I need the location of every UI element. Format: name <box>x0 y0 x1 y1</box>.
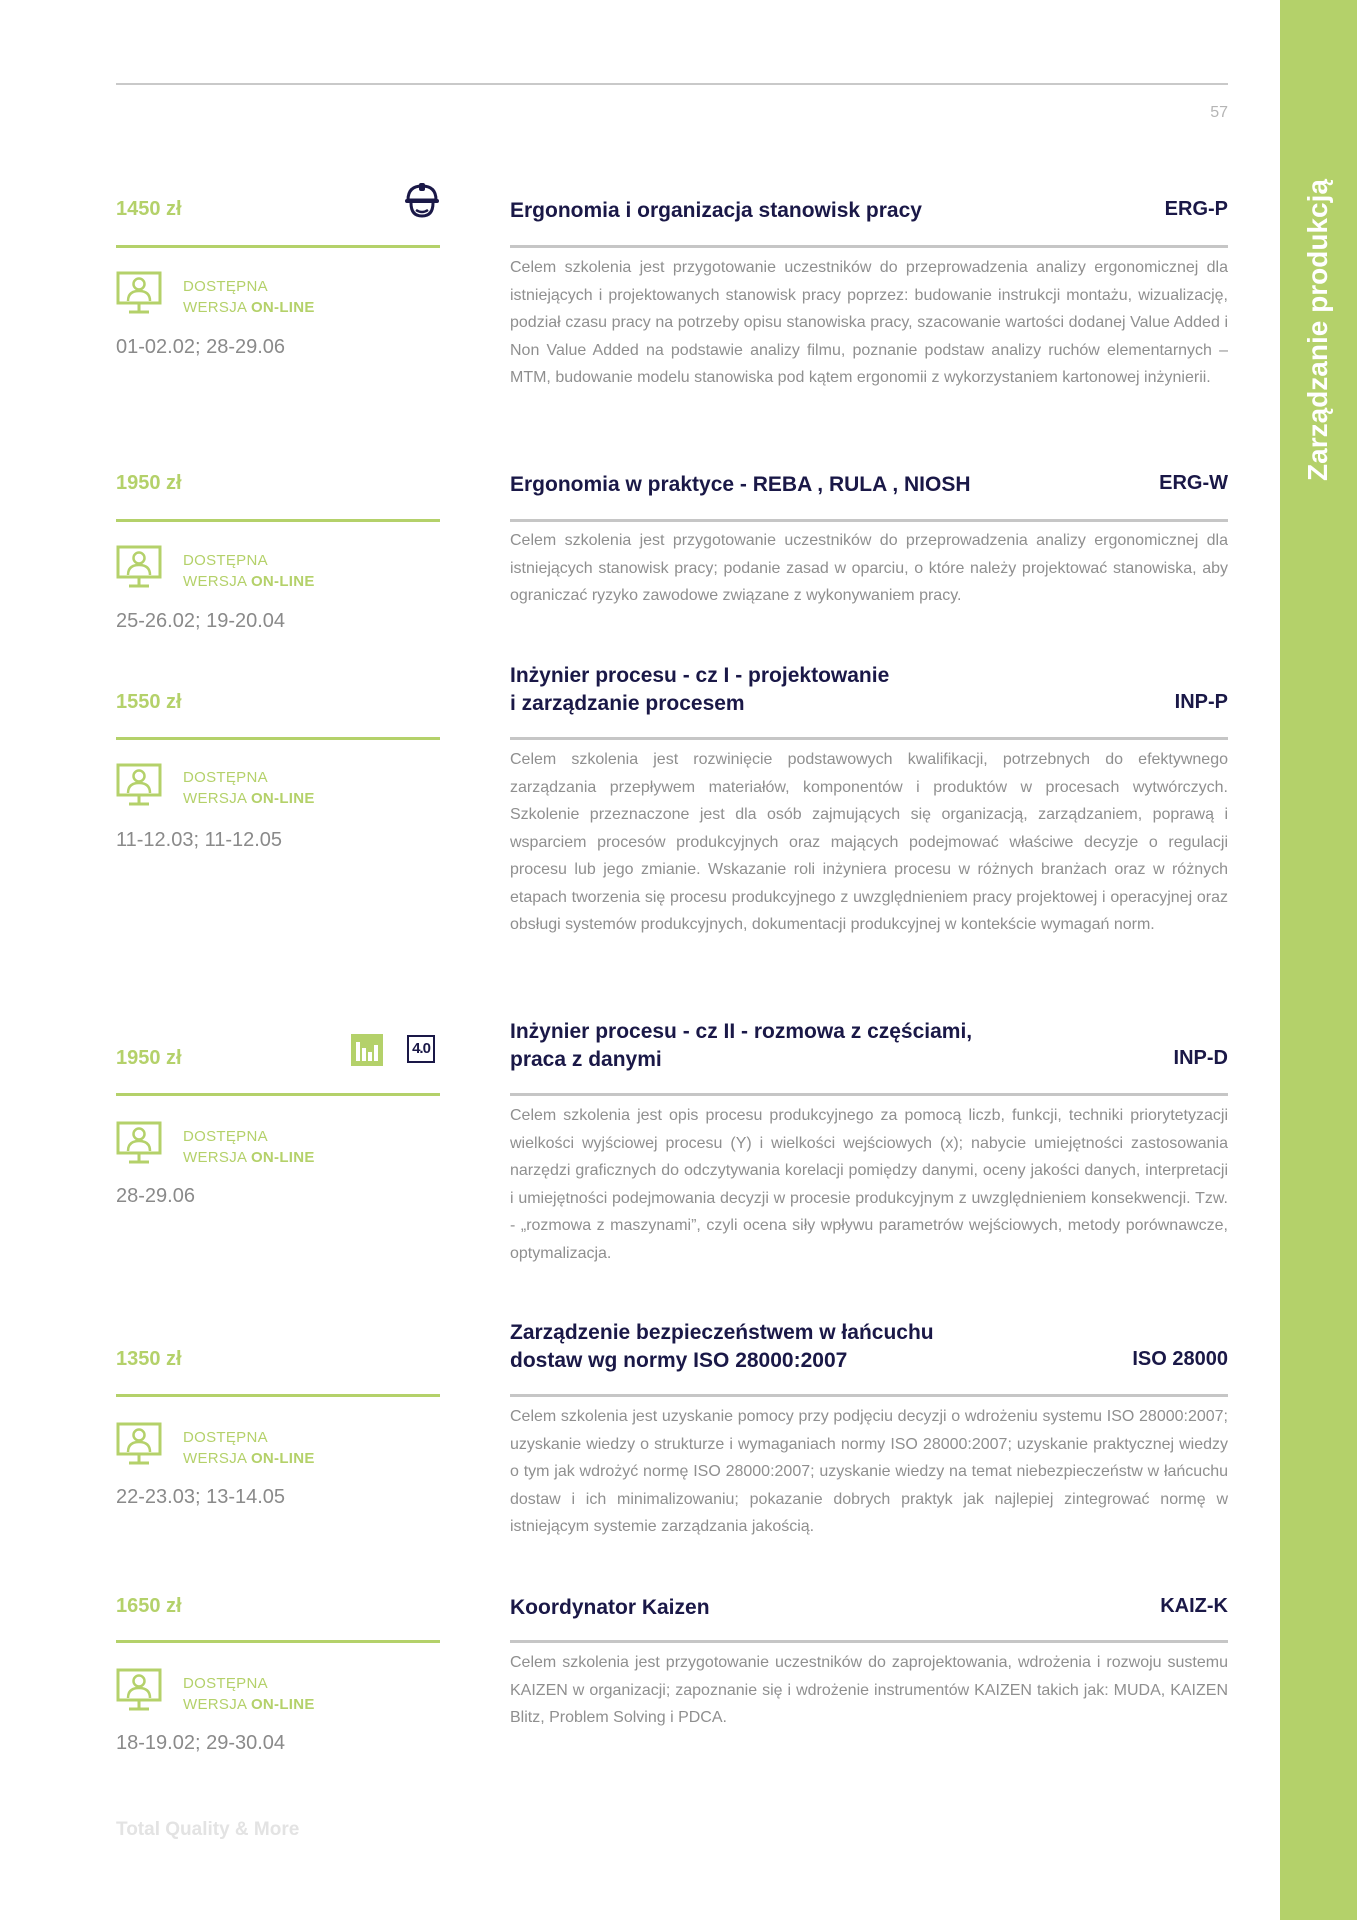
course-code: INP-D <box>1173 1047 1228 1069</box>
price-underline <box>116 1394 440 1397</box>
course-title: Zarządzenie bezpieczeństwem w łańcuchu dostaw wg normy ISO 28000:2007 <box>510 1321 934 1372</box>
course-code: ERG-W <box>1159 472 1228 494</box>
course-code: KAIZ-K <box>1160 1595 1228 1617</box>
course-dates: 01-02.02; 28-29.06 <box>116 336 286 358</box>
course-dates: 25-26.02; 19-20.04 <box>116 610 286 632</box>
course-price: 1550 zł <box>116 691 182 713</box>
course-code: INP-P <box>1174 691 1228 713</box>
course-price: 1950 zł <box>116 472 182 494</box>
course-description: Celem szkolenia jest rozwinięcie podstawowych kwalifikacji, potrzebnych do efektywnego zarządzania przepływem materiałów, komponentów i produktów w procesach wytwórczych. Szkolenie przeznaczone jest dla osób zajmujących się organizacją, zarządzaniem, poprawą i wsparciem procesów produkcyjnych oraz mających podejmować właściwe decyzje o regulacji procesu lub jego zmianie. Wskazanie roli inżyniera procesu w różnych branżach oraz w różnych etapach tworzenia się procesu produkcyjnego z uwzględnieniem pracy projektowej i operacyjnej oraz obsługi systemów produkcyjnych, dokumentacji produkcyjnej w kontekście wymagań norm. <box>510 751 1228 933</box>
course-price: 1450 zł <box>116 198 182 220</box>
page-number: 57 <box>1210 104 1228 121</box>
course-price: 1950 zł <box>116 1047 182 1069</box>
price-underline <box>116 245 440 248</box>
course-title: Ergonomia i organizacja stanowisk pracy <box>510 199 922 222</box>
industry-4-0-icon: 4.0 <box>407 1035 435 1063</box>
section-title: Zarządzanie produkcją <box>1302 179 1333 481</box>
course-description: Celem szkolenia jest przygotowanie uczestników do przeprowadzenia analizy ergonomicznej dla istniejących stanowisk pracy; podanie zasad w oparciu, o które należy projektować stanowiska, aby ograniczać ryzyko zawodowe związane z wykonywaniem pracy. <box>510 532 1228 604</box>
course-dates: 28-29.06 <box>116 1185 195 1207</box>
course-title: Inżynier procesu - cz I - projektowanie i zarządzanie procesem <box>510 664 890 715</box>
online-availability: DOSTĘPNA WERSJA ON-LINE <box>183 769 315 807</box>
online-monitor-icon <box>116 762 162 808</box>
online-availability: DOSTĘPNA WERSJA ON-LINE <box>183 1128 315 1166</box>
online-availability: DOSTĘPNA WERSJA ON-LINE <box>183 1675 315 1713</box>
course-title: Ergonomia w praktyce - REBA , RULA , NIOSH <box>510 473 971 496</box>
online-monitor-icon <box>116 1667 162 1713</box>
title-underline <box>510 737 1228 740</box>
price-underline <box>116 1640 440 1643</box>
course-price: 1350 zł <box>116 1348 182 1370</box>
online-monitor-icon <box>116 544 162 590</box>
course-description: Celem szkolenia jest przygotowanie uczestników do zaprojektowania, wdrożenia i rozwoju sustemu KAIZEN w organizacji; zapoznanie się i wdrożenie instrumentów KAIZEN takich jak: MUDA, KAIZEN Blitz, Problem Solving i PDCA. <box>510 1654 1228 1726</box>
bar-chart-icon <box>351 1034 383 1066</box>
course-price: 1650 zł <box>116 1595 182 1617</box>
price-underline <box>116 1093 440 1096</box>
course-dates: 11-12.03; 11-12.05 <box>116 829 283 851</box>
online-availability: DOSTĘPNA WERSJA ON-LINE <box>183 278 315 316</box>
course-title: Koordynator Kaizen <box>510 1596 710 1619</box>
course-code: ISO 28000 <box>1132 1348 1228 1370</box>
worker-helmet-icon <box>402 180 442 220</box>
course-description: Celem szkolenia jest opis procesu produkcyjnego za pomocą liczb, funkcji, techniki priorytetyzacji wielkości wyjściowej procesu (Y) i wielkości wejściowych (x); nabycie umiejętności zastosowania narzędzi graficznych do odczytywania korelacji pomiędzy danymi, oceny jakości danych, interpretacji i umiejętności podejmowania decyzji w procesie produkcyjnym z uwzględnieniem konsekwencji. Tzw. - „rozmowa z maszynami”, czyli ocena siły wpływu parametrów wejściowych, metody porównawcze, optymalizacja. <box>510 1107 1228 1262</box>
online-monitor-icon <box>116 270 162 316</box>
price-underline <box>116 519 440 522</box>
footer-brand: Total Quality & More <box>116 1819 300 1840</box>
title-underline <box>510 1640 1228 1643</box>
course-dates: 18-19.02; 29-30.04 <box>116 1732 286 1754</box>
online-availability: DOSTĘPNA WERSJA ON-LINE <box>183 552 315 590</box>
top-rule <box>116 83 1228 85</box>
course-description: Celem szkolenia jest przygotowanie uczestników do przeprowadzenia analizy ergonomicznej dla istniejących i projektowanych stanowisk pracy poprzez: budowanie instrukcji montażu, wizualizację, podział czasu pracy na potrzeby opisu stanowiska pracy, szacowanie wartości dodanej Value Added i Non Value Added na podstawie analizy filmu, poznanie podstaw analizy ruchów elementarnych – MTM, budowanie modelu stanowiska pod kątem ergonomii z wykorzystaniem kartonowej inżynierii. <box>510 259 1228 386</box>
title-underline <box>510 1394 1228 1397</box>
title-underline <box>510 519 1228 522</box>
online-monitor-icon <box>116 1421 162 1467</box>
course-description: Celem szkolenia jest uzyskanie pomocy przy podjęciu decyzji o wdrożeniu systemu ISO 28000:2007; uzyskanie wiedzy o strukturze i wymaganiach normy ISO 28000:2007; uzyskanie praktycznej wiedzy o tym jak wdrożyć normę ISO 28000:2007; uzyskanie wiedzy na temat niebezpieczeństw w łańcuchu dostaw i ich minimalizowaniu; pokazanie dobrych praktyk jak najlepiej zintegrować normę w istniejącym systemie zarządzania jakością. <box>510 1408 1228 1535</box>
course-title: Inżynier procesu - cz II - rozmowa z częściami, praca z danymi <box>510 1020 973 1071</box>
title-underline <box>510 245 1228 248</box>
course-code: ERG-P <box>1164 198 1228 220</box>
online-availability: DOSTĘPNA WERSJA ON-LINE <box>183 1429 315 1467</box>
price-underline <box>116 737 440 740</box>
title-underline <box>510 1093 1228 1096</box>
online-monitor-icon <box>116 1120 162 1166</box>
course-dates: 22-23.03; 13-14.05 <box>116 1486 286 1508</box>
